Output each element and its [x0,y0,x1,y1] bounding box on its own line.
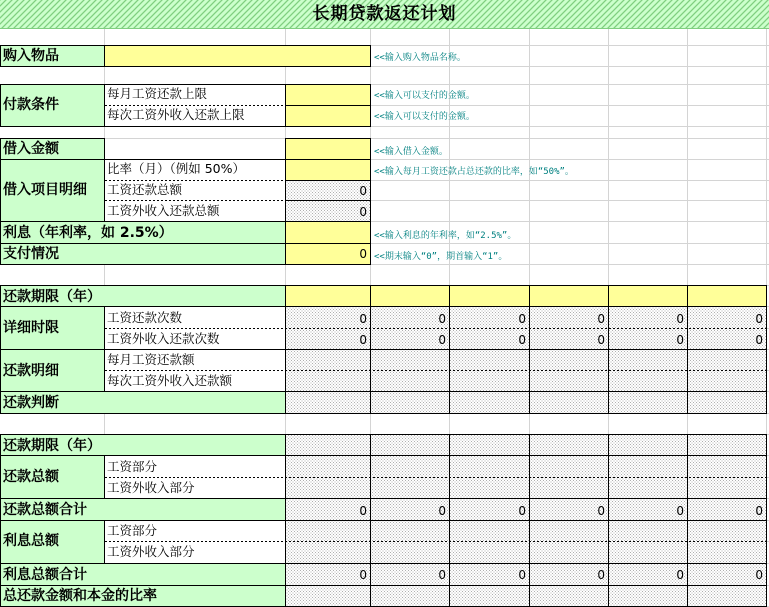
extra-count-cell: 0 [438,333,446,347]
interest-sum-cell: 0 [438,568,446,582]
salary-total-value: 0 [359,184,367,198]
interest-sum-cell: 0 [597,568,605,582]
monthly-limit-label: 每月工资还款上限 [107,86,208,101]
interest-extra-part-label: 工资外收入部分 [107,544,195,559]
ratio-hint: <<输入每月工资还款占总还款的比率，如“50%”。 [374,167,574,177]
loan-label: 借入金额 [3,141,59,157]
interest-sum-cell: 0 [359,568,367,582]
salary-total-label: 工资还款总额 [107,182,183,197]
item-hint: <<输入购入物品名称。 [374,53,466,63]
interest-sum-label: 利息总额合计 [3,567,87,583]
extra-limit-label: 每次工资外收入还款上限 [107,107,245,122]
repay-total-sum-cell: 0 [359,504,367,518]
extra-amount-label: 每次工资外收入还款额 [107,373,233,388]
repay-total-sum-label: 还款总额合计 [3,502,87,518]
pay-status-hint: <<期末输入“0”，期首输入“1”。 [374,252,508,262]
extra-count-cell: 0 [518,333,526,347]
monthly-limit-hint: <<输入可以支付的金额。 [374,91,475,101]
repay-salary-part-label: 工资部分 [107,459,158,474]
period-label-1: 还款期限（年） [3,289,101,305]
interest-rate-input[interactable] [286,222,370,243]
ratio-input[interactable] [286,160,370,180]
salary-count-cell: 0 [518,312,526,326]
extra-count-cell: 0 [755,333,763,347]
monthly-limit-input[interactable] [286,85,370,105]
ratio-label: 比率（月）（例如 50%） [107,161,246,176]
salary-count-cell: 0 [597,312,605,326]
item-input[interactable] [105,46,370,66]
interest-rate-hint: <<输入利息的年利率，如“2.5%”。 [374,231,517,241]
interest-rate-label: 利息（年利率，如 2.5%） [3,225,173,241]
extra-count-cell: 0 [597,333,605,347]
extra-limit-hint: <<输入可以支付的金额。 [374,112,475,122]
extra-limit-input[interactable] [286,106,370,126]
loan-hint: <<输入借入金额。 [374,147,448,157]
salary-count-cell: 0 [438,312,446,326]
pay-status-value[interactable]: 0 [359,247,367,261]
repay-total-sum-cell: 0 [518,504,526,518]
repay-detail-label: 还款明细 [3,363,59,379]
interest-sum-cell: 0 [676,568,684,582]
salary-count-cell: 0 [755,312,763,326]
repay-total-label: 还款总额 [3,469,59,485]
interest-salary-part-label: 工资部分 [107,523,158,538]
detail-period-label: 详细时限 [3,320,59,336]
repay-total-sum-cell: 0 [755,504,763,518]
repay-total-sum-cell: 0 [676,504,684,518]
salary-count-cell: 0 [359,312,367,326]
interest-sum-cell: 0 [755,568,763,582]
interest-sum-cell: 0 [518,568,526,582]
payment-label: 付款条件 [3,97,59,113]
extra-count-label: 工资外收入还款次数 [107,331,220,346]
pay-status-label: 支付情况 [3,246,59,262]
interest-total-label: 利息总额 [3,533,59,549]
repay-ratio-label: 总还款金额和本金的比率 [3,588,157,604]
salary-count-label: 工资还款次数 [107,310,183,325]
salary-count-cell: 0 [676,312,684,326]
repay-total-sum-cell: 0 [438,504,446,518]
period-label-2: 还款期限（年） [3,438,101,454]
item-label: 购入物品 [3,48,59,64]
monthly-amount-label: 每月工资还款额 [107,352,195,367]
loan-input[interactable] [286,139,370,159]
sheet-title: 长期贷款返还计划 [312,4,457,24]
extra-total-label: 工资外收入还款总额 [107,203,220,218]
detail-label: 借入项目明细 [3,182,87,198]
repay-total-sum-cell: 0 [597,504,605,518]
extra-count-cell: 0 [359,333,367,347]
extra-total-value: 0 [359,205,367,219]
repay-extra-part-label: 工资外收入部分 [107,480,195,495]
extra-count-cell: 0 [676,333,684,347]
judge-label: 还款判断 [3,395,59,411]
